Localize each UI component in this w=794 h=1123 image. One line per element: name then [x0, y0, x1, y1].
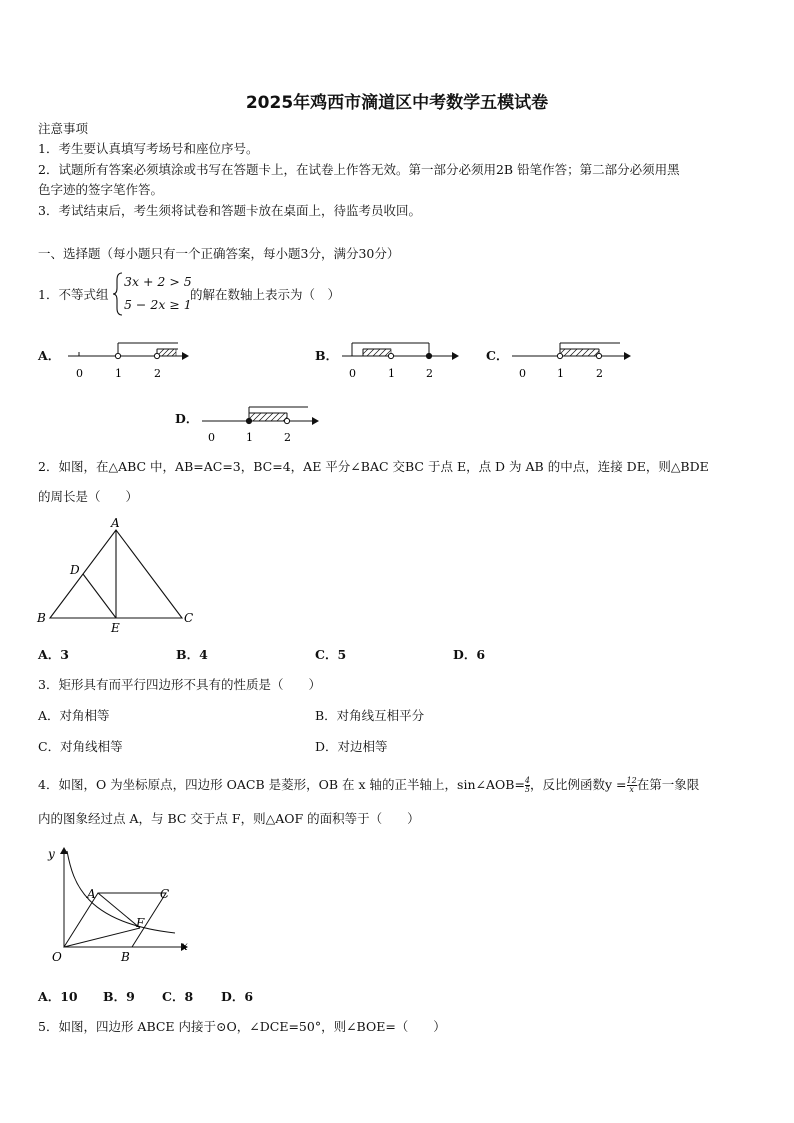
tick-label: 1 — [246, 431, 253, 444]
point-label-c: C — [160, 887, 170, 901]
q3-option-d: D．对边相等 — [315, 739, 388, 754]
axis-label-y: y — [48, 847, 55, 861]
tick-label: 1 — [115, 367, 122, 380]
q1-option-label-d: D． — [175, 411, 199, 426]
q1-inequality-2: 5 − 2x ≥ 1 — [124, 297, 192, 312]
tick-label: 2 — [426, 367, 433, 380]
notice-item: 3．考试结束后，考生须将试卷和答题卡放在桌面上，待监考员收回。 — [38, 203, 421, 218]
q1-number-line-c — [510, 336, 640, 382]
point-label-c: C — [184, 611, 194, 625]
q1-option-label-c: C． — [486, 348, 509, 363]
point-label-b: B — [37, 611, 46, 625]
point-label-b: B — [121, 950, 130, 964]
fraction-denominator: 5 — [524, 785, 531, 794]
q1-option-label-b: B． — [315, 348, 339, 363]
notice-item: 1．考生要认真填写考场号和座位序号。 — [38, 141, 259, 156]
point-label-f: F — [136, 916, 145, 930]
q4-stem-text-2: ，反比例函数y = — [530, 777, 627, 792]
q1-inequality-1: 3x + 2 > 5 — [124, 274, 192, 289]
q2-stem-line2: 的周长是（ ） — [38, 489, 139, 504]
tick-label: 0 — [349, 367, 356, 380]
q1-suffix: 的解在数轴上表示为（ ） — [190, 287, 341, 302]
point-label-a: A — [111, 516, 120, 530]
q4-k-fraction — [627, 777, 637, 794]
point-label-d: D — [70, 563, 80, 577]
tick-label: 2 — [284, 431, 291, 444]
notice-heading: 注意事项 — [38, 121, 89, 136]
point-label-o: O — [52, 950, 62, 964]
q3-option-a: A．对角相等 — [38, 708, 110, 723]
q4-option-d: D．6 — [221, 989, 254, 1004]
tick-label: 1 — [557, 367, 564, 380]
tick-label: 0 — [208, 431, 215, 444]
q3-option-b: B．对角线互相平分 — [315, 708, 425, 723]
tick-label: 0 — [76, 367, 83, 380]
q2-option-d: D．6 — [453, 647, 486, 662]
q4-option-a: A．10 — [38, 989, 78, 1004]
point-label-e: E — [111, 621, 120, 635]
axis-label-x: x — [181, 939, 188, 953]
q2-stem-line1: 2．如图，在△ABC 中，AB=AC=3，BC=4，AE 平分∠BAC 交BC 于点 E，点 D 为 AB 的中点，连接 DE，则△BDE — [38, 459, 709, 474]
q5-stem: 5．如图，四边形 ABCE 内接于⊙O，∠DCE=50°，则∠BOE=（ ） — [38, 1019, 446, 1034]
q1-prefix: 1．不等式组 — [38, 287, 109, 302]
notice-item: 色字迹的签字笔作答。 — [38, 182, 164, 197]
q4-option-b: B．9 — [103, 989, 135, 1004]
page-title: 2025年鸡西市滴道区中考数学五模试卷 — [245, 93, 549, 113]
q4-stem-text-3: 在第一象限 — [636, 777, 700, 792]
q3-stem: 3．矩形具有而平行四边形不具有的性质是（ ） — [38, 677, 321, 692]
q4-stem-line2: 内的图象经过点 A，与 BC 交于点 F，则△AOF 的面积等于（ ） — [38, 811, 420, 826]
tick-label: 1 — [388, 367, 395, 380]
point-label-a: A — [87, 887, 96, 901]
q4-stem-a — [38, 777, 699, 794]
tick-label: 2 — [596, 367, 603, 380]
q2-option-b: B．4 — [176, 647, 208, 662]
fraction-denominator: x — [629, 785, 634, 794]
tick-label: 0 — [519, 367, 526, 380]
section-heading: 一、选择题（每小题只有一个正确答案，每小题3分，满分30分） — [38, 246, 400, 261]
q4-stem-text-1: 4．如图，O 为坐标原点，四边形 OACB 是菱形，OB 在 x 轴的正半轴上，sin∠AOB= — [38, 777, 525, 792]
q2-option-a: A．3 — [38, 647, 69, 662]
q2-option-c: C．5 — [315, 647, 347, 662]
q1-number-line-b — [340, 336, 470, 382]
q3-option-c: C．对角线相等 — [38, 739, 123, 754]
q1-number-line-d — [200, 399, 330, 445]
tick-label: 2 — [154, 367, 161, 380]
q1-option-label-a: A． — [38, 348, 61, 363]
fraction-numerator: 4 — [524, 776, 531, 785]
q4-option-c: C．8 — [162, 989, 194, 1004]
fraction-numerator: 12 — [626, 776, 637, 785]
q1-number-line-a — [66, 336, 196, 382]
q4-rhombus-figure — [40, 843, 200, 969]
notice-item: 2．试题所有答案必须填涂或书写在答题卡上，在试卷上作答无效。第一部分必须用2B 铅笔作答；第二部分必须用黑 — [38, 162, 680, 177]
q2-triangle-figure — [34, 514, 200, 636]
